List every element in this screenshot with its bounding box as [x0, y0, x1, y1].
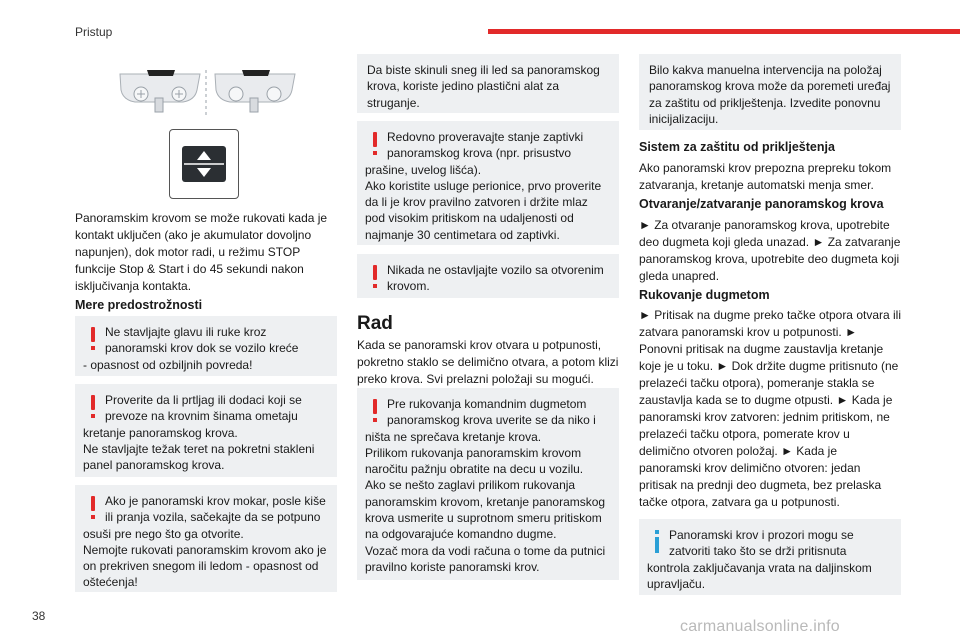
- warning-line: osuši pre nego što ga otvorite.: [83, 526, 244, 541]
- intro-line: Panoramskim krovom se može rukovati kada: [75, 211, 315, 225]
- anti-pinch-paragraph: [639, 160, 901, 194]
- warning-line: ili pranja vozila, sačekajte da se potpuno: [105, 510, 321, 525]
- warning-line: - opasnost od ozbiljnih povreda!: [83, 357, 253, 372]
- intro-line: isključivanja kontakta.: [75, 279, 192, 293]
- info-line: upravljaču.: [647, 576, 706, 591]
- warning-line: prašine, uvelog lišća).: [365, 162, 482, 177]
- note-line: struganje.: [367, 95, 420, 110]
- rad-paragraph: [357, 337, 619, 388]
- button-line: ► Kada je panoramski krov zatvoren: jednim: [639, 393, 893, 424]
- note-box: [357, 54, 619, 113]
- warning-line: ništa ne sprečava kretanje krova.: [365, 429, 542, 444]
- warning-line: pravilno koriste panoramski krov.: [365, 559, 540, 574]
- note-line: za zaštitu od priklještenja. Izvedite ponovnu: [649, 95, 881, 110]
- button-line: kretanje koje je u toku.: [639, 342, 884, 373]
- warning-line: krova usmerite u suprotnom smeru pritiskom: [365, 511, 602, 526]
- open-close-line: deo dugmeta koji gleda unapred.: [639, 252, 900, 283]
- warning-box: [357, 254, 619, 298]
- warning-line: Ako je panoramski krov mokar, posle kiše: [105, 494, 326, 508]
- warning-line: panoramskim krovom, kretanje panoramskog: [365, 494, 606, 509]
- warning-box: [75, 316, 337, 376]
- button-handling-paragraph: [639, 307, 901, 511]
- button-line: krov u delimično otvoren položaj.: [639, 427, 850, 458]
- warning-line: panel panoramskog krova.: [83, 458, 225, 473]
- warning-line: pod visokim pritiskom na udaljenosti od: [365, 211, 574, 226]
- warning-exclamation-icon: [365, 396, 383, 426]
- warning-exclamation-icon: [83, 324, 101, 354]
- intro-line: funkcije Stop & Start i do 45 sekundi nakon: [75, 262, 304, 276]
- info-line: zatvoriti tako što se drži pritisnuta: [669, 544, 847, 559]
- button-line: pritiskom, ne prelazeći tačku otpora, pomerate: [639, 410, 890, 441]
- open-close-paragraph: [639, 217, 901, 285]
- warning-line: Ako koristite usluge perionice, prvo proverite: [365, 178, 602, 193]
- warning-line: prevoze na krovnim šinama ometaju: [105, 409, 298, 424]
- warning-line: panoramskog krova (npr. prisustvo: [387, 146, 572, 161]
- warning-line: Ne stavljajte glavu ili ruke kroz: [105, 325, 267, 339]
- note-line: panoramskog krova može da poremeti uređaj: [649, 79, 891, 94]
- open-close-line: ► Za otvaranje panoramskog krova, upotrebite: [639, 218, 890, 232]
- button-line: jedan pritisak na prednji deo dugmeta, bez: [639, 461, 861, 492]
- button-line: ► Kada je panoramski krov delimično otvoren:: [639, 444, 838, 475]
- button-line: ► Dok držite dugme pritisnuto (ne prelazeći: [639, 359, 899, 390]
- precautions-heading: Mere predostrožnosti: [75, 298, 203, 312]
- rad-line: pokretno staklo se delimično otvara, a potom: [357, 355, 596, 369]
- warning-box: [357, 121, 619, 245]
- open-close-line: deo dugmeta koji gleda unazad.: [639, 235, 810, 249]
- intro-paragraph: [75, 210, 337, 295]
- button-line: ► Pritisak na dugme preko tačke otpora otvara: [639, 308, 890, 322]
- roof-open-close-button-icon: [170, 130, 238, 198]
- headliner-console-drawing: [75, 60, 337, 130]
- warning-line: Vozač mora da vodi računa o tome da putnici: [365, 543, 606, 558]
- anti-pinch-line: Ako panoramski krov prepozna prepreku tokom: [639, 161, 892, 175]
- rad-line: klizi preko krova. Svi prelazni položaji su mogući.: [357, 355, 619, 386]
- intro-line: napunjen), dok motor radi, u režimu STOP: [75, 245, 300, 259]
- info-icon: [647, 527, 665, 557]
- warning-line: kretanje panoramskog krova.: [83, 425, 238, 440]
- warning-line: panoramski krov dok se vozilo kreće: [105, 341, 299, 356]
- warning-line: Proverite da li prtljag ili dodaci koji se: [105, 393, 302, 407]
- warning-line: panoramskog krova uverite se da niko i: [387, 413, 596, 428]
- section-title: Pristup: [75, 25, 113, 39]
- info-line: Panoramski krov i prozori mogu se: [669, 528, 854, 542]
- warning-line: Nemojte rukovati panoramskim krovom ako je: [83, 542, 327, 557]
- anti-pinch-heading: Sistem za zaštitu od priklještenja: [639, 140, 835, 154]
- warning-line: Ako se nešto zaglavi prilikom rukovanja: [365, 478, 576, 493]
- open-close-line: ► Za zatvaranje panoramskog krova, upotrebite: [639, 235, 901, 266]
- warning-line: Prilikom rukovanja panoramskim krovom: [365, 445, 582, 460]
- warning-line: Pre rukovanja komandnim dugmetom: [387, 397, 587, 411]
- button-line: prelaska tačke otpora, zatvara ga u potpunosti.: [639, 478, 882, 509]
- note-line: Da biste skinuli sneg ili led sa panoramskog: [367, 63, 600, 77]
- warning-line: Nikada ne ostavljajte vozilo sa otvorenim: [387, 263, 604, 277]
- button-handling-heading: Rukovanje dugmetom: [639, 288, 770, 302]
- note-line: krova, koriste jedino plastični alat za: [367, 79, 560, 94]
- button-line: kada se to dugme otpusti.: [695, 393, 834, 407]
- note-box: [639, 54, 901, 130]
- warning-exclamation-icon: [365, 262, 383, 292]
- rad-line: Kada se panoramski krov otvara u potpunosti,: [357, 338, 602, 352]
- warning-exclamation-icon: [83, 493, 101, 523]
- roof-button-panel: [169, 129, 239, 199]
- warning-line: krovom.: [387, 279, 430, 294]
- warning-box: [357, 388, 619, 580]
- note-line: Bilo kakva manuelna intervencija na položaj: [649, 63, 882, 77]
- watermark-text: carmanualsonline.info: [680, 618, 840, 635]
- intro-line: je kontakt uključen (ako je akumulator dovoljno: [75, 211, 328, 242]
- anti-pinch-line: zatvaranja, kretanje automatski menja smer.: [639, 178, 874, 192]
- button-line: tačku otpora), pomeranje stakla se zaustavlja: [639, 376, 875, 407]
- info-line: kontrola zaključavanja vrata na daljinskom: [647, 560, 872, 575]
- button-line: ili zatvara panoramski krov u potpunosti.: [639, 308, 902, 339]
- warning-line: oštećenja!: [83, 575, 138, 590]
- button-line: ► Ponovni pritisak na dugme zaustavlja: [639, 325, 858, 356]
- warning-line: naročitu pažnju obratite na decu u vozilu.: [365, 462, 584, 477]
- warning-line: najmanje 30 centimetara od zaptivki.: [365, 227, 560, 242]
- warning-line: na odgovarajuće komandno dugme.: [365, 527, 557, 542]
- rad-heading: Rad: [357, 313, 393, 334]
- page-number: 38: [32, 609, 46, 623]
- warning-line: Ne stavljajte težak teret na pokretni stakleni: [83, 441, 315, 456]
- warning-box: [75, 485, 337, 592]
- warning-line: Redovno proveravajte stanje zaptivki: [387, 130, 584, 144]
- warning-exclamation-icon: [365, 129, 383, 159]
- note-line: inicijalizaciju.: [649, 111, 719, 126]
- warning-box: [75, 384, 337, 477]
- warning-line: on prekriven snegom ili ledom - opasnost od: [83, 559, 319, 574]
- open-close-heading: Otvaranje/zatvaranje panoramskog krova: [639, 197, 884, 211]
- header-accent-bar: [488, 29, 960, 34]
- info-box: [639, 519, 901, 595]
- warning-exclamation-icon: [83, 392, 101, 422]
- warning-line: da li je krov pravilno zatvoren i držite mlaz: [365, 195, 588, 210]
